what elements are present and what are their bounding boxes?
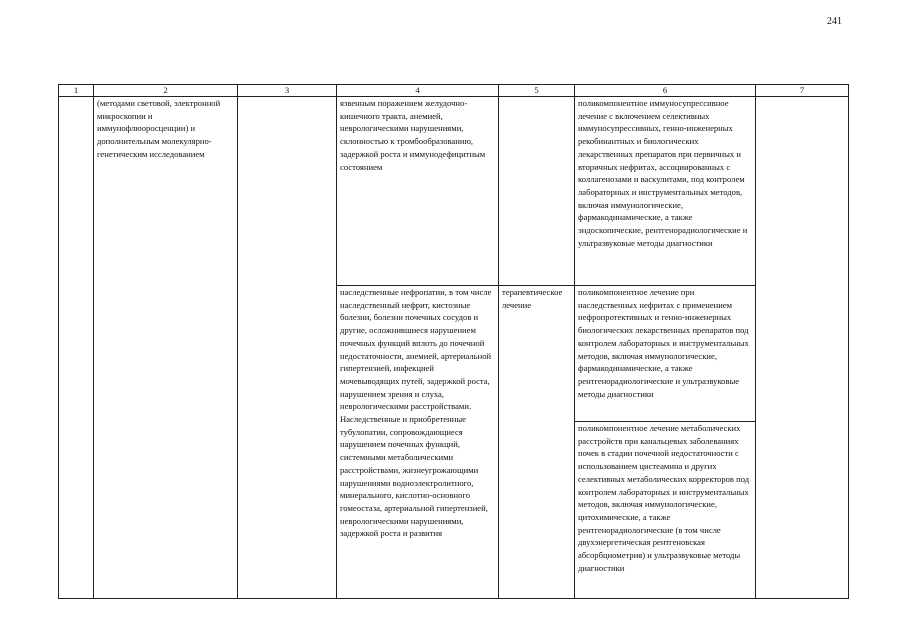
conditions-text-1: язвенным поражением желудочно-кишечного тракта, анемией, неврологическими нарушениями, склонностью к тромбообразованию, задержкой роста и иммунодефицитным состоянием xyxy=(340,98,486,172)
conditions-text-2: наследственные нефропатии, в том числе наследственный нефрит, кистозные болезни, болезни почечных сосудов и другие, осложнившиеся нарушением почечных функций вплоть до почечной недостаточности, анемией, артериальной гипертензией, инфекцией мочевыводящих путей, задержкой роста, нарушением зрения и слуха, неврологическими расстройствами. Наследственные и приобретенные тубулопатии, сопровождающиеся нарушением почечных функций, системными метаболическими расстройствами, жизнеугрожающими нарушениями водноэлектролитного, минерального, кислотно-основного гомеостаза, артериальной гипертензией, неврологическими нарушениями, задержкой роста и развития xyxy=(340,287,492,539)
cell-diagnostic-methods xyxy=(94,97,238,599)
treatment-method-text-3: поликомпонентное лечение метаболических расстройств при канальцевых заболеваниях почек в стадии почечной недостаточности с использованием цистеамина и других селективных метаболических корректоров под контролем лабораторных и инструментальных методов, включая иммунологические, цитохимические, а также рентгенорадиологические (в том числе двухэнергетическая рентгеновская абсорбциометрия) и ультразвуковые методы диагностики xyxy=(578,423,750,573)
treatment-method-text-1: поликомпонентное иммуносупрессивное лечение с включением селективных иммуносупрессивных, генно-инженерных рекобинантных и биологических лекарственных препаратов при первичных и вторичных нефритах, ассоциированных с коллагенозами и васкулитами, под контролем лабораторных и инструментальных методов, включая иммунологические, фармакодинамические, а также эндоскопические, рентгенорадиологические и ультразвуковые методы диагностики xyxy=(578,98,748,248)
diagnostic-methods-text: (методами световой, электронной микроскопии и иммунофлюоросценции) и дополнительным молекулярно-генетическим исследованием xyxy=(97,98,221,159)
column-number-5: 5 xyxy=(499,85,575,97)
medical-services-table xyxy=(58,84,849,599)
cell-treatment-method-3 xyxy=(575,422,756,599)
treatment-type-text-2: терапевтическое лечение xyxy=(502,287,563,310)
cell-col1 xyxy=(59,97,94,599)
cell-conditions-1 xyxy=(337,97,499,286)
column-number-2: 2 xyxy=(94,85,238,97)
cell-conditions-2 xyxy=(337,286,499,599)
column-number-4: 4 xyxy=(337,85,499,97)
cell-treatment-method-2 xyxy=(575,286,756,422)
column-number-7: 7 xyxy=(756,85,849,97)
page-number: 241 xyxy=(827,16,842,27)
table-row xyxy=(59,97,849,286)
cell-col3 xyxy=(238,97,337,599)
cell-treatment-type-2 xyxy=(499,286,575,599)
column-number-3: 3 xyxy=(238,85,337,97)
table-header-row xyxy=(59,85,849,97)
cell-col7 xyxy=(756,97,849,599)
column-number-6: 6 xyxy=(575,85,756,97)
column-number-1: 1 xyxy=(59,85,94,97)
cell-treatment-type-1 xyxy=(499,97,575,286)
cell-treatment-method-1 xyxy=(575,97,756,286)
treatment-method-text-2: поликомпонентное лечение при наследственных нефритах с применением нефропротективных и генно-инженерных биологических лекарственных препаратов под контролем лабораторных и инструментальных методов, включая иммунологические, фармакодинамические, а также рентгенорадиологические и ультразвуковые методы диагностики xyxy=(578,287,749,399)
